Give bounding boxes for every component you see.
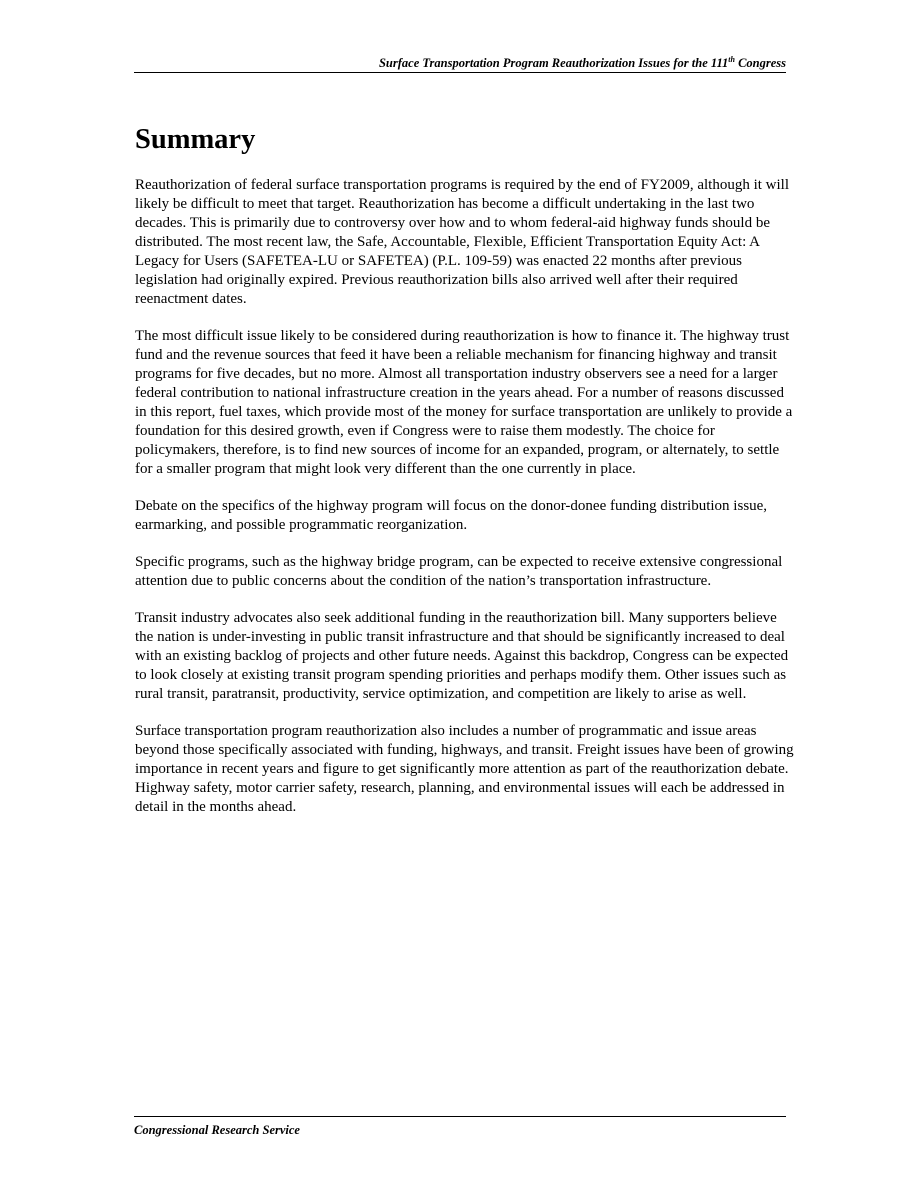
page-title: Summary <box>135 124 256 155</box>
running-footer <box>134 1116 786 1138</box>
summary-paragraph-6: Surface transportation program reauthorization also includes a number of programmatic and issue areas beyond those specifically associated with funding, highways, and transit. Freight issues have been of growing importance in recent years and figure to get significantly more attention as part of the reauthorization debate. Highway safety, motor carrier safety, research, planning, and environmental issues will each be addressed in detail in the months ahead. <box>135 723 794 815</box>
running-header-superscript: th <box>728 54 735 64</box>
running-header-title-end: Congress <box>734 56 786 70</box>
summary-paragraph-3: Debate on the specifics of the highway program will focus on the donor-donee funding distribution issue, earmarking, and possible programmatic reorganization. <box>135 498 768 533</box>
footer-publisher: Congressional Research Service <box>134 1123 300 1137</box>
summary-paragraph-5: Transit industry advocates also seek additional funding in the reauthorization bill. Many supporters believe the nation is under-investing in public transit infrastructure and that should be significantly increased to deal with an existing backlog of projects and other future needs. Against this backdrop, Congress can be expected to look closely at existing transit program spending priorities and perhaps modify them. Other issues such as rural transit, paratransit, productivity, service optimization, and competition are likely to arise as well. <box>135 610 789 702</box>
summary-paragraph-4: Specific programs, such as the highway bridge program, can be expected to receive extensive congressional attention due to public concerns about the condition of the nation’s transportation infrastructure. <box>135 554 783 589</box>
running-header-title: Surface Transportation Program Reauthorization Issues for the 111 <box>378 56 729 70</box>
summary-paragraph-1: Reauthorization of federal surface transportation programs is required by the end of FY2009, although it will likely be difficult to meet that target. Reauthorization has become a difficult undertaking in the last two decades. This is primarily due to controversy over how and to whom federal-aid highway funds should be distributed. The most recent law, the Safe, Accountable, Flexible, Efficient Transportation Equity Act: A Legacy for Users (SAFETEA-LU or SAFETEA) (P.L. 109-59) was enacted 22 months after previous legislation had originally expired. Previous reauthorization bills also arrived well after their required reenactment dates. <box>135 177 789 307</box>
running-header <box>134 55 786 73</box>
summary-body <box>135 176 795 835</box>
summary-paragraph-2: The most difficult issue likely to be considered during reauthorization is how to finance it. The highway trust fund and the revenue sources that feed it have been a reliable mechanism for financing highway and transit programs for five decades, but no more. Almost all transportation industry observers see a need for a larger federal contribution to national infrastructure creation in the years ahead. For a number of reasons discussed in this report, fuel taxes, which provide most of the money for surface transportation are unlikely to provide a foundation for this desired growth, even if Congress were to raise them modestly. The choice for policymakers, therefore, is to find new sources of income for an expanded, program, or alternately, to settle for a smaller program that might look very different than the one currently in place. <box>135 328 793 477</box>
